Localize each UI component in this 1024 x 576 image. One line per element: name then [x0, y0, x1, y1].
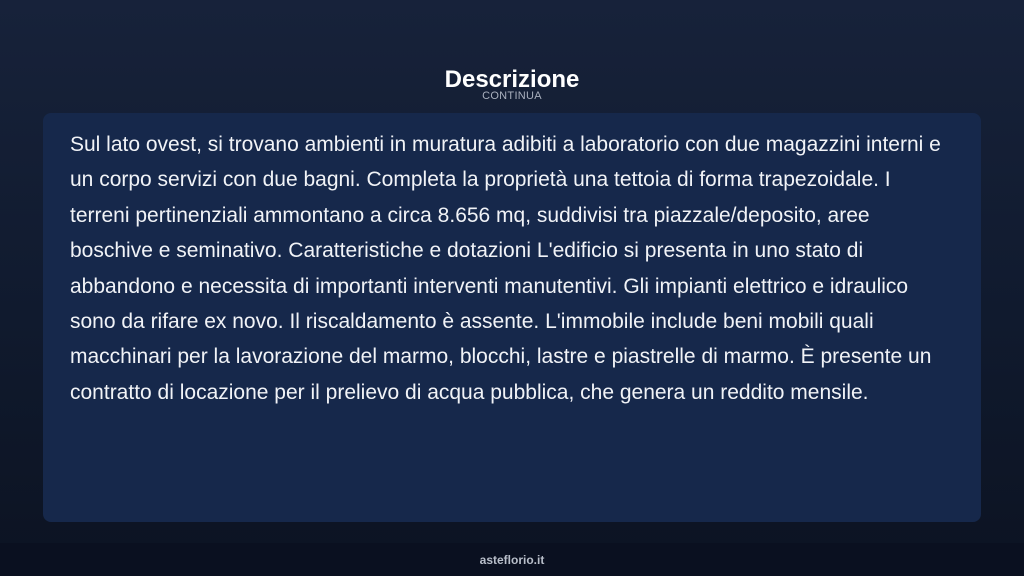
description-text: Sul lato ovest, si trovano ambienti in muratura adibiti a laboratorio con due magazzini interni e un corpo servizi con due bagni. Completa la proprietà una tettoia di forma trapezoidale. I terreni pertinenziali ammontano a circa 8.656 mq, suddivisi tra piazzale/deposito, aree boschive e seminativo. Caratteristiche e dotazioni L'edificio si presenta in uno stato di abbandono e necessita di importanti interventi manutentivi. Gli impianti elettrico e idraulico sono da rifare ex novo. Il riscaldamento è assente. L'immobile include beni mobili quali macchinari per la lavorazione del marmo, blocchi, lastre e piastrelle di marmo. È presente un contratto di locazione per il prelievo di acqua pubblica, che genera un reddito mensile.	[70, 133, 941, 404]
footer-bar	[0, 543, 1024, 576]
footer-brand: asteflorio.it	[479, 553, 545, 567]
page-title: Descrizione	[444, 66, 580, 94]
continued-label: CONTINUA	[482, 90, 542, 102]
description-card	[43, 113, 981, 522]
